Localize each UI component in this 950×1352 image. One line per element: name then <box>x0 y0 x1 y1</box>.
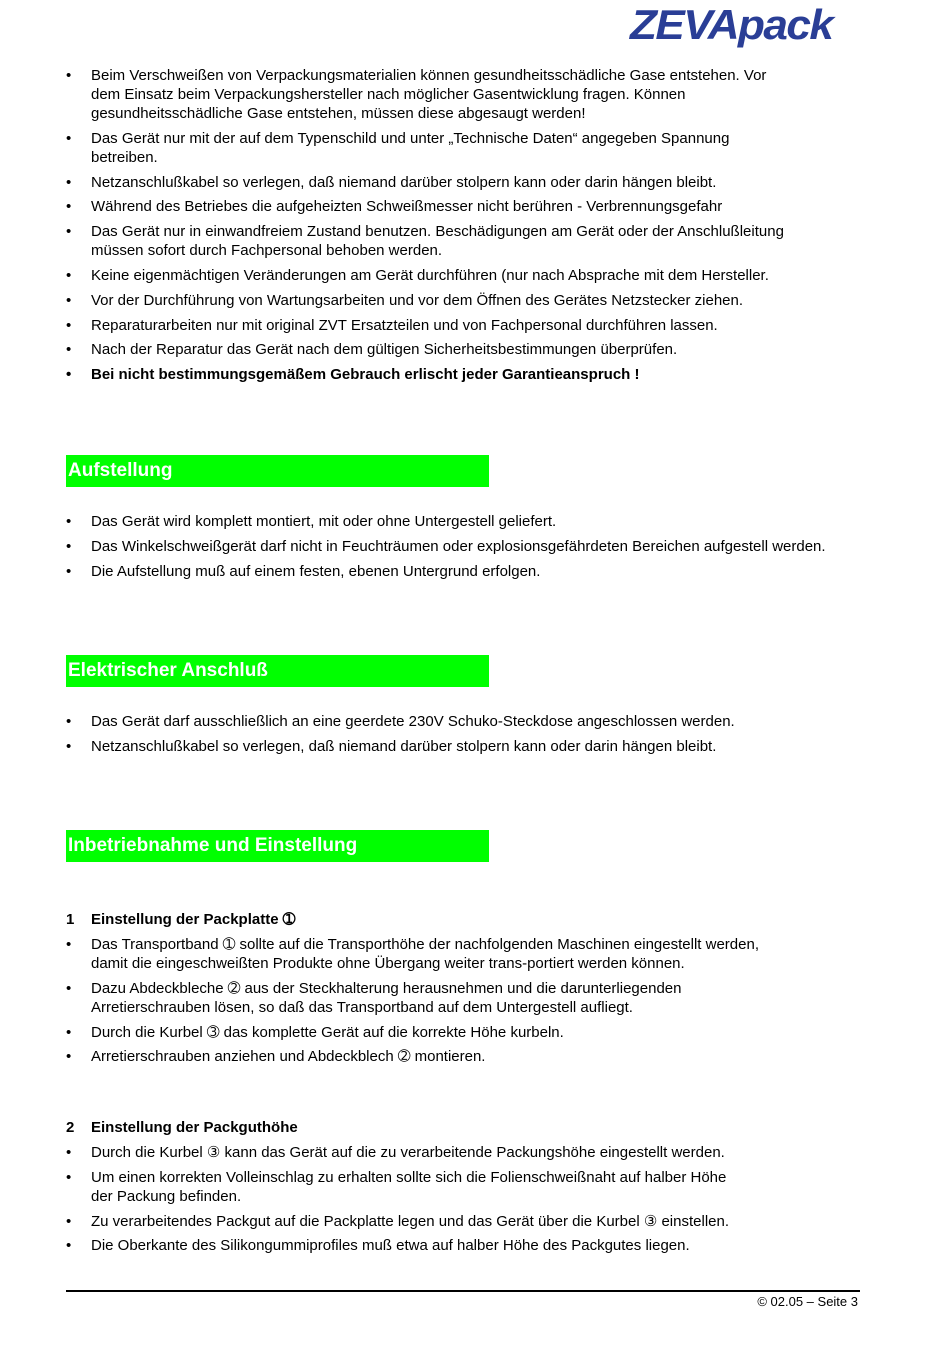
list-item: • Das Winkelschweißgerät darf nicht in Feuchträumen oder explosionsgefährdeten Bereichen aufgestell werden. <box>66 537 906 556</box>
anschluss-list <box>66 712 906 762</box>
list-item: • Keine eigenmächtigen Veränderungen am Gerät durchführen (nur nach Absprache mit dem Hersteller. <box>66 266 906 285</box>
list-item: • Um einen korrekten Volleinschlag zu erhalten sollte sich die Folienschweißnaht auf halber Höhe der Packung befinden. <box>66 1168 906 1206</box>
logo-main: ZEVA <box>630 1 739 48</box>
packplatte-list <box>66 935 906 1072</box>
packguthoehe-list <box>66 1143 906 1261</box>
safety-list <box>66 66 906 390</box>
list-item: • Dazu Abdeckbleche ➁ aus der Steckhalterung herausnehmen und die darunterliegenden Arretierschrauben lösen, so daß das Transportband auf dem Untergestell aufliegt. <box>66 979 906 1017</box>
zevapack-logo <box>630 2 832 48</box>
section-heading-aufstellung: Aufstellung <box>66 455 489 487</box>
list-item: • Während des Betriebes die aufgeheizten Schweißmesser nicht berühren - Verbrennungsgefahr <box>66 197 906 216</box>
list-item: • Das Gerät nur mit der auf dem Typenschild und unter „Technische Daten“ angegeben Spannung betreiben. <box>66 129 906 167</box>
list-item: • Das Gerät darf ausschließlich an eine geerdete 230V Schuko-Steckdose angeschlossen werden. <box>66 712 906 731</box>
list-item: • Die Oberkante des Silikongummiprofiles muß etwa auf halber Höhe des Packgutes liegen. <box>66 1236 906 1255</box>
list-item: • Arretierschrauben anziehen und Abdeckblech ➁ montieren. <box>66 1047 906 1066</box>
page-footer: © 02.05 – Seite 3 <box>757 1294 858 1309</box>
warranty-notice: • Bei nicht bestimmungsgemäßem Gebrauch erlischt jeder Garantieanspruch ! <box>66 365 906 384</box>
subsection-heading-packplatte <box>66 910 295 929</box>
list-item: • Durch die Kurbel ➂ das komplette Gerät auf die korrekte Höhe kurbeln. <box>66 1023 906 1042</box>
subsection-title: Einstellung der Packplatte ➀ <box>91 911 296 928</box>
list-item: • Die Aufstellung muß auf einem festen, ebenen Untergrund erfolgen. <box>66 562 906 581</box>
subsection-number: 1 <box>66 911 75 928</box>
logo-suffix: pack <box>738 1 833 48</box>
footer-divider <box>66 1290 860 1292</box>
section-heading-anschluss: Elektrischer Anschluß <box>66 655 489 687</box>
list-item: • Beim Verschweißen von Verpackungsmaterialien können gesundheitsschädliche Gase entstehen. Vor dem Einsatz beim Verpackungshersteller nach möglicher Gasentwicklung fragen. Können gesundheitsschädliche Gase entstehen, müssen diese abgesaugt werden! <box>66 66 906 123</box>
list-item: • Das Transportband ➀ sollte auf die Transporthöhe der nachfolgenden Maschinen eingestellt werden, damit die eingeschweißten Produkte ohne Übergang weiter trans-portiert werden können. <box>66 935 906 973</box>
list-item: • Nach der Reparatur das Gerät nach dem gültigen Sicherheitsbestimmungen überprüfen. <box>66 340 906 359</box>
aufstellung-list <box>66 512 906 586</box>
list-item: • Reparaturarbeiten nur mit original ZVT Ersatzteilen und von Fachpersonal durchführen lassen. <box>66 316 906 335</box>
list-item: • Zu verarbeitendes Packgut auf die Packplatte legen und das Gerät über die Kurbel ③ einstellen. <box>66 1212 906 1231</box>
list-item: • Das Gerät nur in einwandfreiem Zustand benutzen. Beschädigungen am Gerät oder der Anschlußleitung müssen sofort durch Fachpersonal behoben werden. <box>66 222 906 260</box>
section-heading-inbetriebnahme: Inbetriebnahme und Einstellung <box>66 830 489 862</box>
subsection-heading-packguthoehe <box>66 1118 298 1137</box>
list-item: • Netzanschlußkabel so verlegen, daß niemand darüber stolpern kann oder darin hängen bleibt. <box>66 173 906 192</box>
list-item: • Das Gerät wird komplett montiert, mit oder ohne Untergestell geliefert. <box>66 512 906 531</box>
list-item: • Durch die Kurbel ③ kann das Gerät auf die zu verarbeitende Packungshöhe eingestellt werden. <box>66 1143 906 1162</box>
list-item: • Vor der Durchführung von Wartungsarbeiten und vor dem Öffnen des Gerätes Netzstecker ziehen. <box>66 291 906 310</box>
subsection-number: 2 <box>66 1119 75 1136</box>
list-item: • Netzanschlußkabel so verlegen, daß niemand darüber stolpern kann oder darin hängen bleibt. <box>66 737 906 756</box>
subsection-title: Einstellung der Packguthöhe <box>91 1119 298 1136</box>
